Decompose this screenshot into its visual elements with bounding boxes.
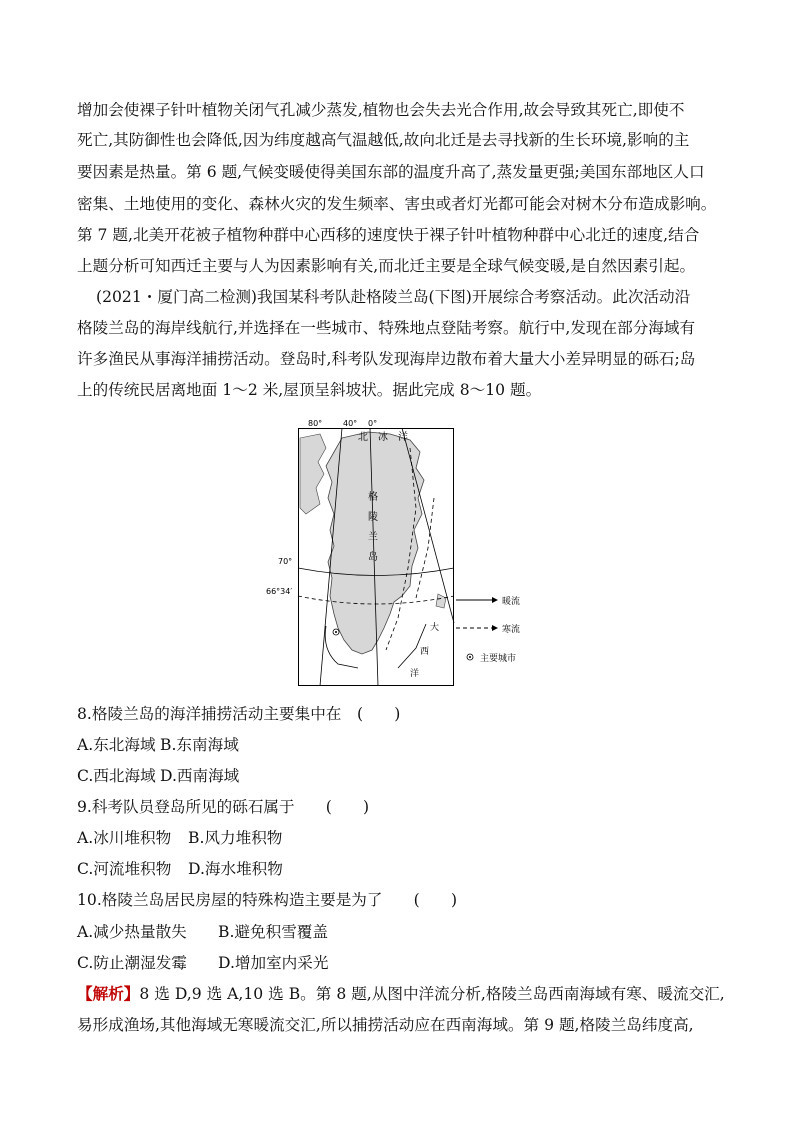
arctic-ocean-label: 北 [358,432,368,443]
atlantic-label: 西 [420,647,430,657]
option-b[interactable]: B.避免积雪覆盖 [218,923,328,941]
lon-label: 0° [368,419,378,428]
option-c[interactable]: C.西北海域 [77,767,156,785]
island-name-label: 兰 [368,532,378,543]
legend-city-label: 主要城市 [480,654,517,664]
lon-label: 40° [343,419,358,428]
question-stem: 8.格陵兰岛的海洋捕捞活动主要集中在 ( ) [77,705,401,723]
option-a[interactable]: A.减少热量散失 [77,923,187,941]
analysis-text: 8 选 D,9 选 A,10 选 B。第 8 题,从图中洋流分析,格陵兰岛西南海域有寒、暖流交汇, [139,985,725,1003]
atlantic-label: 洋 [410,669,420,679]
analysis-line-1 [77,984,725,1004]
option-b[interactable]: B.风力堆积物 [188,829,283,847]
text-line: 许多渔民从事海洋捕捞活动。登岛时,科考队发现海岸边散布着大量大小差异明显的砾石;岛 [77,350,696,368]
option-c[interactable]: C.防止潮湿发霉 [77,954,187,972]
map-legend [454,590,564,670]
greenland-map [266,418,454,686]
analysis-line-2: 易形成渔场,其他海域无寒暖流交汇,所以捕捞活动应在西南海域。第 9 题,格陵兰岛纬度高, [77,1016,694,1034]
arctic-ocean-label: 洋 [398,432,408,443]
option-d[interactable]: D.海水堆积物 [188,860,283,878]
island-name-label: 格 [368,492,378,503]
island-name-label: 岛 [368,552,378,563]
legend-warm-label: 暖流 [502,597,521,607]
arctic-ocean-label: 冰 [378,432,388,443]
option-a[interactable]: A.东北海域 [77,736,156,754]
atlantic-label: 大 [430,623,440,633]
lat-label: 70° [278,557,293,566]
question-stem: 10.格陵兰岛居民房屋的特殊构造主要是为了 ( ) [77,891,458,909]
text-line: 要因素是热量。第 6 题,气候变暖使得美国东部的温度升高了,蒸发量更强;美国东部地区人口 [77,163,705,181]
text-line: 格陵兰岛的海岸线航行,并选择在一些城市、特殊地点登陆考察。航行中,发现在部分海域有 [77,319,696,337]
lat-label: 66°34′ [266,587,293,596]
legend-cold-label: 寒流 [502,625,521,635]
option-b[interactable]: B.东南海域 [160,736,239,754]
analysis-tag: 【解析】 [77,984,140,1003]
island-name-label: 陵 [368,512,378,523]
text-line: 上题分析可知西迁主要与人为因素影响有关,而北迁主要是全球气候变暖,是自然因素引起。 [77,257,696,275]
text-line: 第 7 题,北美开花被子植物种群中心西移的速度快于裸子针叶植物种群中心北迁的速度,结合 [77,226,700,244]
option-d[interactable]: D.增加室内采光 [218,954,329,972]
option-a[interactable]: A.冰川堆积物 [77,829,172,847]
lon-label: 80° [308,419,323,428]
text-line: 增加会使裸子针叶植物关闭气孔减少蒸发,植物也会失去光合作用,故会导致其死亡,即使不 [77,101,685,119]
text-line: 上的传统民居离地面 1～2 米,屋顶呈斜坡状。据此完成 8～10 题。 [77,381,542,399]
option-d[interactable]: D.西南海域 [160,767,240,785]
option-c[interactable]: C.河流堆积物 [77,860,172,878]
question-stem: 9.科考队员登岛所见的砾石属于 ( ) [77,798,370,816]
text-line: 死亡,其防御性也会降低,因为纬度越高气温越低,故向北迁是去寻找新的生长环境,影响的主 [77,131,690,149]
text-line: 密集、土地使用的变化、森林火灾的发生频率、害虫或者灯光都可能会对树木分布造成影响。 [77,195,717,213]
text-line: (2021・厦门高二检测)我国某科考队赴格陵兰岛(下图)开展综合考察活动。此次活动沿 [96,288,691,306]
